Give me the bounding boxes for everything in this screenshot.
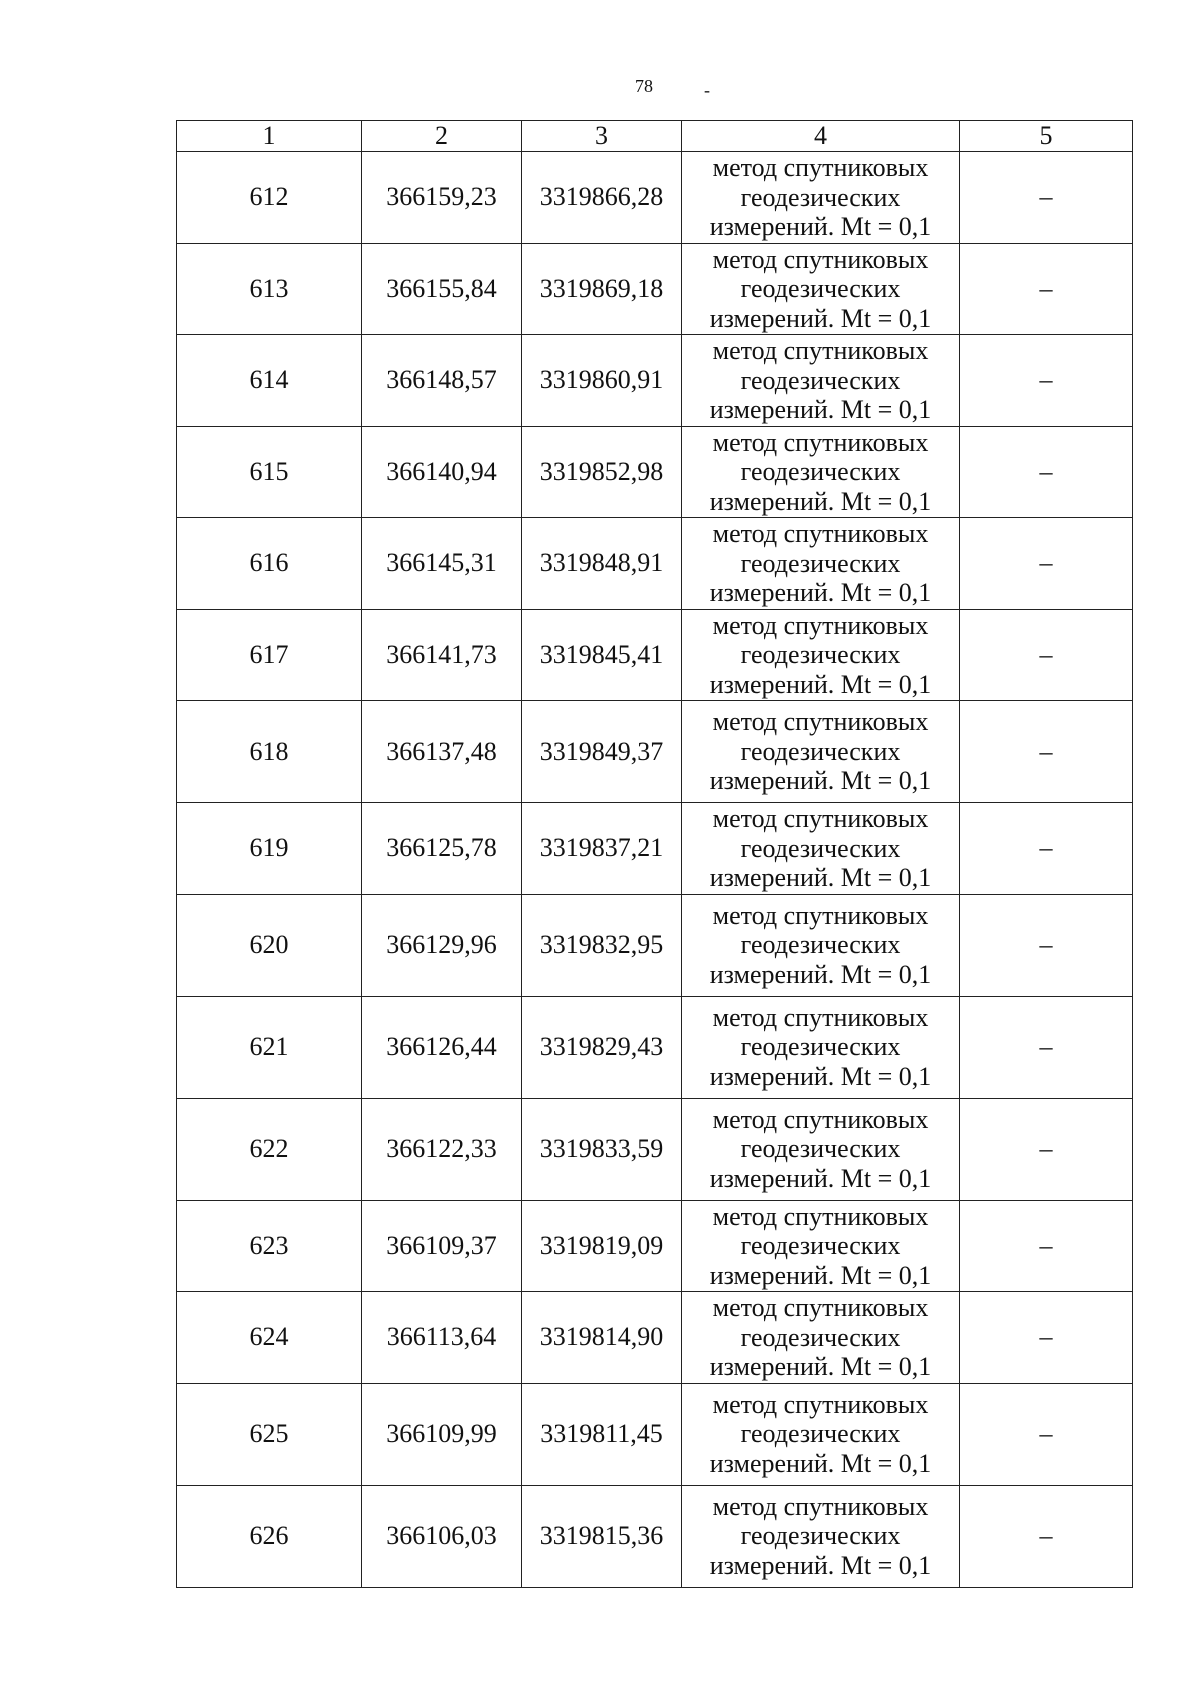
method-description bbox=[682, 1200, 960, 1292]
coordinate-y: 3319848,91 bbox=[522, 518, 682, 610]
note-cell: – bbox=[960, 701, 1133, 803]
coordinate-x: 366145,31 bbox=[362, 518, 522, 610]
point-number: 612 bbox=[177, 152, 362, 244]
coordinate-x: 366122,33 bbox=[362, 1098, 522, 1200]
table-row bbox=[177, 335, 1133, 427]
point-number: 623 bbox=[177, 1200, 362, 1292]
method-line: метод спутниковых bbox=[712, 336, 929, 365]
note-cell: – bbox=[960, 335, 1133, 427]
point-number: 626 bbox=[177, 1485, 362, 1587]
table-row bbox=[177, 1200, 1133, 1292]
method-line: измерений. Mt = 0,1 bbox=[709, 669, 932, 699]
method-line: измерений. Mt = 0,1 bbox=[709, 303, 932, 333]
method-description bbox=[682, 609, 960, 701]
method-line: геодезических bbox=[740, 930, 901, 960]
note-cell: – bbox=[960, 894, 1133, 996]
table-row bbox=[177, 243, 1133, 335]
coordinates-table bbox=[176, 120, 1133, 1588]
note-cell: – bbox=[960, 609, 1133, 701]
coordinate-y: 3319866,28 bbox=[522, 152, 682, 244]
point-number: 615 bbox=[177, 426, 362, 518]
point-number: 619 bbox=[177, 803, 362, 895]
method-line: геодезических bbox=[740, 1231, 901, 1260]
table-row bbox=[177, 894, 1133, 996]
method-line: геодезических bbox=[740, 1134, 901, 1164]
table-row bbox=[177, 996, 1133, 1098]
table-row bbox=[177, 152, 1133, 244]
header-row bbox=[177, 121, 1133, 152]
coordinate-y: 3319814,90 bbox=[522, 1292, 682, 1384]
method-line: метод спутниковых bbox=[712, 1491, 929, 1521]
method-line: метод спутниковых bbox=[712, 1201, 929, 1231]
method-line: метод спутниковых bbox=[712, 707, 929, 737]
method-line: геодезических bbox=[740, 1322, 901, 1352]
coordinate-x: 366155,84 bbox=[362, 243, 522, 335]
method-description bbox=[682, 1098, 960, 1200]
page-mark: - bbox=[704, 80, 710, 100]
table-row bbox=[177, 1383, 1133, 1485]
method-description bbox=[682, 1383, 960, 1485]
method-line: геодезических bbox=[740, 457, 901, 486]
method-line: метод спутниковых bbox=[712, 1104, 929, 1134]
point-number: 620 bbox=[177, 894, 362, 996]
method-line: геодезических bbox=[740, 1419, 901, 1449]
method-line: геодезических bbox=[740, 182, 901, 212]
table-row bbox=[177, 1098, 1133, 1200]
table-body bbox=[177, 152, 1133, 1588]
point-number: 624 bbox=[177, 1292, 362, 1384]
coordinate-y: 3319833,59 bbox=[522, 1098, 682, 1200]
method-line: измерений. Mt = 0,1 bbox=[709, 1061, 932, 1091]
method-line: измерений. Mt = 0,1 bbox=[709, 959, 932, 989]
column-header-2: 2 bbox=[362, 121, 522, 152]
method-line: метод спутниковых bbox=[712, 900, 929, 930]
column-header-5: 5 bbox=[960, 121, 1133, 152]
method-description bbox=[682, 996, 960, 1098]
method-description bbox=[682, 1292, 960, 1384]
coordinate-y: 3319819,09 bbox=[522, 1200, 682, 1292]
method-description bbox=[682, 518, 960, 610]
note-cell: – bbox=[960, 518, 1133, 610]
method-line: геодезических bbox=[740, 640, 901, 669]
method-line: метод спутниковых bbox=[712, 244, 929, 274]
method-line: геодезических bbox=[740, 548, 901, 578]
table-row bbox=[177, 1485, 1133, 1587]
point-number: 622 bbox=[177, 1098, 362, 1200]
method-description bbox=[682, 1485, 960, 1587]
coordinate-x: 366109,99 bbox=[362, 1383, 522, 1485]
note-cell: – bbox=[960, 1383, 1133, 1485]
method-description bbox=[682, 426, 960, 518]
coordinate-x: 366109,37 bbox=[362, 1200, 522, 1292]
method-line: метод спутниковых bbox=[712, 1293, 929, 1322]
coordinate-y: 3319852,98 bbox=[522, 426, 682, 518]
column-header-3: 3 bbox=[522, 121, 682, 152]
coordinate-y: 3319860,91 bbox=[522, 335, 682, 427]
point-number: 616 bbox=[177, 518, 362, 610]
method-line: геодезических bbox=[740, 1032, 901, 1062]
method-line: измерений. Mt = 0,1 bbox=[709, 486, 932, 516]
coordinate-y: 3319832,95 bbox=[522, 894, 682, 996]
coordinate-x: 366113,64 bbox=[362, 1292, 522, 1384]
coordinate-y: 3319837,21 bbox=[522, 803, 682, 895]
point-number: 614 bbox=[177, 335, 362, 427]
note-cell: – bbox=[960, 996, 1133, 1098]
method-line: измерений. Mt = 0,1 bbox=[709, 1352, 932, 1381]
method-description bbox=[682, 701, 960, 803]
method-line: геодезических bbox=[740, 274, 901, 303]
method-line: метод спутниковых bbox=[712, 1002, 929, 1032]
method-description bbox=[682, 243, 960, 335]
coordinate-y: 3319815,36 bbox=[522, 1485, 682, 1587]
method-line: измерений. Mt = 0,1 bbox=[709, 1260, 932, 1290]
note-cell: – bbox=[960, 1485, 1133, 1587]
point-number: 618 bbox=[177, 701, 362, 803]
method-line: измерений. Mt = 0,1 bbox=[709, 1163, 932, 1193]
note-cell: – bbox=[960, 1292, 1133, 1384]
table-row bbox=[177, 426, 1133, 518]
method-line: измерений. Mt = 0,1 bbox=[709, 863, 932, 892]
coordinate-x: 366159,23 bbox=[362, 152, 522, 244]
method-line: метод спутниковых bbox=[712, 153, 929, 182]
page-number: 78 bbox=[635, 76, 653, 96]
coordinate-y: 3319845,41 bbox=[522, 609, 682, 701]
method-line: измерений. Mt = 0,1 bbox=[709, 766, 932, 796]
method-line: измерений. Mt = 0,1 bbox=[709, 1550, 932, 1580]
point-number: 621 bbox=[177, 996, 362, 1098]
coordinate-x: 366125,78 bbox=[362, 803, 522, 895]
note-cell: – bbox=[960, 152, 1133, 244]
note-cell: – bbox=[960, 243, 1133, 335]
method-line: измерений. Mt = 0,1 bbox=[709, 1448, 932, 1478]
note-cell: – bbox=[960, 1200, 1133, 1292]
method-line: геодезических bbox=[740, 736, 901, 766]
method-line: метод спутниковых bbox=[712, 427, 929, 457]
method-line: геодезических bbox=[740, 365, 901, 395]
method-line: измерений. Mt = 0,1 bbox=[709, 395, 932, 424]
coordinate-y: 3319849,37 bbox=[522, 701, 682, 803]
coordinate-x: 366106,03 bbox=[362, 1485, 522, 1587]
table-row bbox=[177, 518, 1133, 610]
coordinate-y: 3319869,18 bbox=[522, 243, 682, 335]
point-number: 613 bbox=[177, 243, 362, 335]
method-line: измерений. Mt = 0,1 bbox=[709, 578, 932, 607]
table-row bbox=[177, 609, 1133, 701]
method-description bbox=[682, 894, 960, 996]
point-number: 617 bbox=[177, 609, 362, 701]
coordinate-x: 366141,73 bbox=[362, 609, 522, 701]
method-line: метод спутниковых bbox=[712, 1389, 929, 1419]
method-line: метод спутниковых bbox=[712, 519, 929, 548]
column-header-1: 1 bbox=[177, 121, 362, 152]
table-row bbox=[177, 803, 1133, 895]
note-cell: – bbox=[960, 426, 1133, 518]
point-number: 625 bbox=[177, 1383, 362, 1485]
method-line: метод спутниковых bbox=[712, 804, 929, 833]
note-cell: – bbox=[960, 803, 1133, 895]
method-line: измерений. Mt = 0,1 bbox=[709, 212, 932, 241]
method-line: геодезических bbox=[740, 1521, 901, 1551]
table-row bbox=[177, 1292, 1133, 1384]
coordinate-x: 366148,57 bbox=[362, 335, 522, 427]
coordinate-y: 3319811,45 bbox=[522, 1383, 682, 1485]
method-description bbox=[682, 335, 960, 427]
coordinate-x: 366137,48 bbox=[362, 701, 522, 803]
column-header-4: 4 bbox=[682, 121, 960, 152]
coordinate-y: 3319829,43 bbox=[522, 996, 682, 1098]
coordinate-x: 366140,94 bbox=[362, 426, 522, 518]
method-description bbox=[682, 803, 960, 895]
note-cell: – bbox=[960, 1098, 1133, 1200]
coordinate-x: 366126,44 bbox=[362, 996, 522, 1098]
method-line: метод спутниковых bbox=[712, 610, 929, 640]
method-description bbox=[682, 152, 960, 244]
method-line: геодезических bbox=[740, 833, 901, 863]
coordinate-x: 366129,96 bbox=[362, 894, 522, 996]
table-row bbox=[177, 701, 1133, 803]
